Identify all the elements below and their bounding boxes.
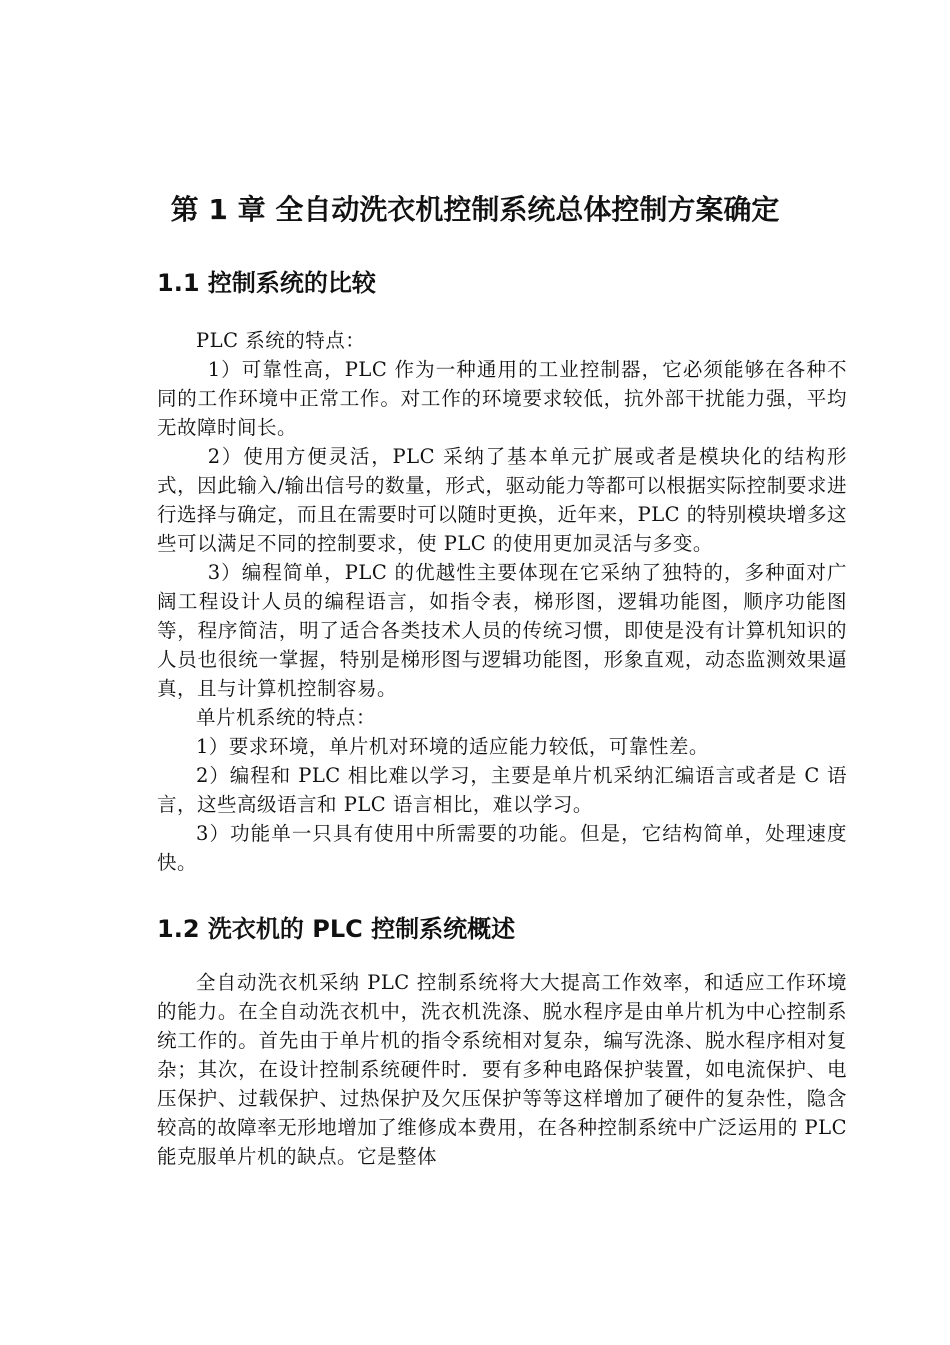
paragraph-plc-flexibility: 2）使用方便灵活，PLC 采纳了基本单元扩展或者是模块化的结构形式，因此输入/输出信号的数量，形式，驱动能力等都可以根据实际控制要求进行选择与确定，而且在需要时可以随时更换，近年来，PLC 的特别模块增多这些可以满足不同的控制要求，使 PLC 的使用更加灵活与多变。 xyxy=(157,445,847,555)
paragraph-mcu-programming: 2）编程和 PLC 相比难以学习，主要是单片机采纳汇编语言或者是 C 语言，这些高级语言和 PLC 语言相比，难以学习。 xyxy=(157,764,847,816)
chapter-title: 第 1 章 全自动洗衣机控制系统总体控制方案确定 xyxy=(170,193,780,226)
paragraph-plc-programming: 3）编程简单，PLC 的优越性主要体现在它采纳了独特的，多种面对广阔工程设计人员的编程语言，如指令表，梯形图，逻辑功能图，顺序功能图等，程序简洁，明了适合各类技术人员的传统习惯，即使是没有计算机知识的人员也很统一掌握，特别是梯形图与逻辑功能图，形象直观，动态监测效果逼真，且与计算机控制容易。 xyxy=(157,561,847,700)
section-body-1-1 xyxy=(157,326,847,877)
section-heading-1-2: 1.2 洗衣机的 PLC 控制系统概述 xyxy=(157,915,516,943)
paragraph-mcu-features-intro: 单片机系统的特点： xyxy=(196,706,377,729)
paragraph-plc-reliability: 1）可靠性高，PLC 作为一种通用的工业控制器，它必须能够在各种不同的工作环境中正常工作。对工作的环境要求较低，抗外部干扰能力强，平均无故障时间长。 xyxy=(157,358,847,439)
section-body-1-2 xyxy=(157,968,847,1171)
paragraph-mcu-environment: 1）要求环境，单片机对环境的适应能力较低，可靠性差。 xyxy=(196,735,709,758)
section-heading-1-1: 1.1 控制系统的比较 xyxy=(157,269,376,297)
paragraph-plc-features-intro: PLC 系统的特点： xyxy=(196,329,366,352)
paragraph-washer-overview: 全自动洗衣机采纳 PLC 控制系统将大大提高工作效率，和适应工作环境的能力。在全自动洗衣机中，洗衣机洗涤、脱水程序是由单片机为中心控制系统工作的。首先由于单片机的指令系统相对复杂，编写洗涤、脱水程序相对复杂；其次，在设计控制系统硬件时．要有多种电路保护装置，如电流保护、电压保护、过载保护、过热保护及欠压保护等等这样增加了硬件的复杂性，隐含较高的故障率无形地增加了维修成本费用，在各种控制系统中广泛运用的 PLC 能克服单片机的缺点。它是整体 xyxy=(157,971,847,1168)
paragraph-mcu-function: 3）功能单一只具有使用中所需要的功能。但是，它结构简单，处理速度快。 xyxy=(157,822,847,874)
